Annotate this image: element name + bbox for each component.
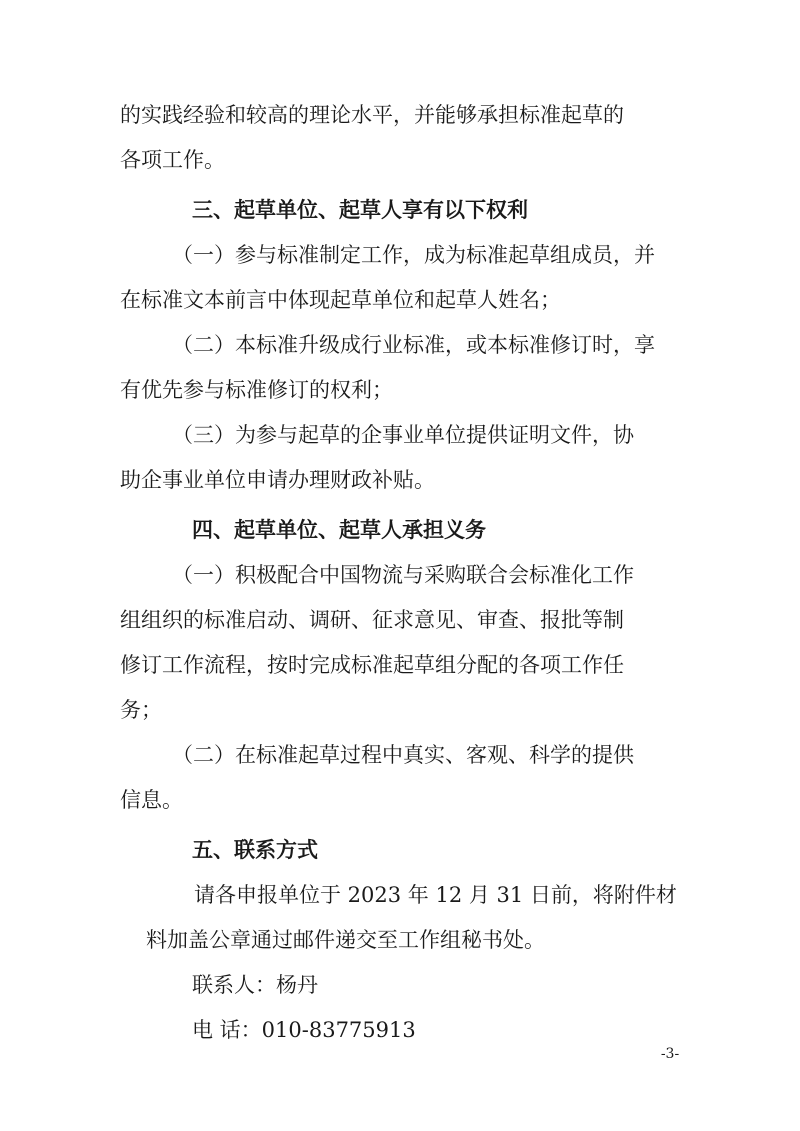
list-item-line: 信息。 <box>120 788 183 812</box>
section-heading-obligations: 四、起草单位、起草人承担义务 <box>192 518 486 542</box>
contact-instruction-line: 请各申报单位于 2023 年 12 月 31 日前，将附件材 <box>194 883 677 907</box>
list-item-line: （三）为参与起草的企事业单位提供证明文件，协 <box>172 423 634 447</box>
list-item-line: （二）本标准升级成行业标准，或本标准修订时，享 <box>172 333 655 357</box>
list-item-line: 组组织的标准启动、调研、征求意见、审查、报批等制 <box>120 608 624 632</box>
list-item-line: 在标准文本前言中体现起草单位和起草人姓名； <box>120 288 561 312</box>
section-heading-contact: 五、联系方式 <box>192 838 318 862</box>
list-item-line: 修订工作流程，按时完成标准起草组分配的各项工作任 <box>120 653 624 677</box>
contact-phone: 电 话：010-83775913 <box>192 1018 416 1042</box>
contact-instruction-line: 料加盖公章通过邮件递交至工作组秘书处。 <box>146 928 545 952</box>
body-line: 各项工作。 <box>120 148 225 172</box>
list-item-line: （一）参与标准制定工作，成为标准起草组成员，并 <box>172 243 655 267</box>
list-item-line: （一）积极配合中国物流与采购联合会标准化工作 <box>172 563 634 587</box>
list-item-line: 有优先参与标准修订的权利； <box>120 378 393 402</box>
list-item-line: 务； <box>120 698 162 722</box>
contact-person: 联系人：杨丹 <box>192 973 318 997</box>
section-heading-rights: 三、起草单位、起草人享有以下权利 <box>192 198 528 222</box>
body-line: 的实践经验和较高的理论水平，并能够承担标准起草的 <box>120 103 624 127</box>
page-number: -3- <box>660 1046 680 1062</box>
list-item-line: 助企事业单位申请办理财政补贴。 <box>120 468 435 492</box>
list-item-line: （二）在标准起草过程中真实、客观、科学的提供 <box>172 743 634 767</box>
